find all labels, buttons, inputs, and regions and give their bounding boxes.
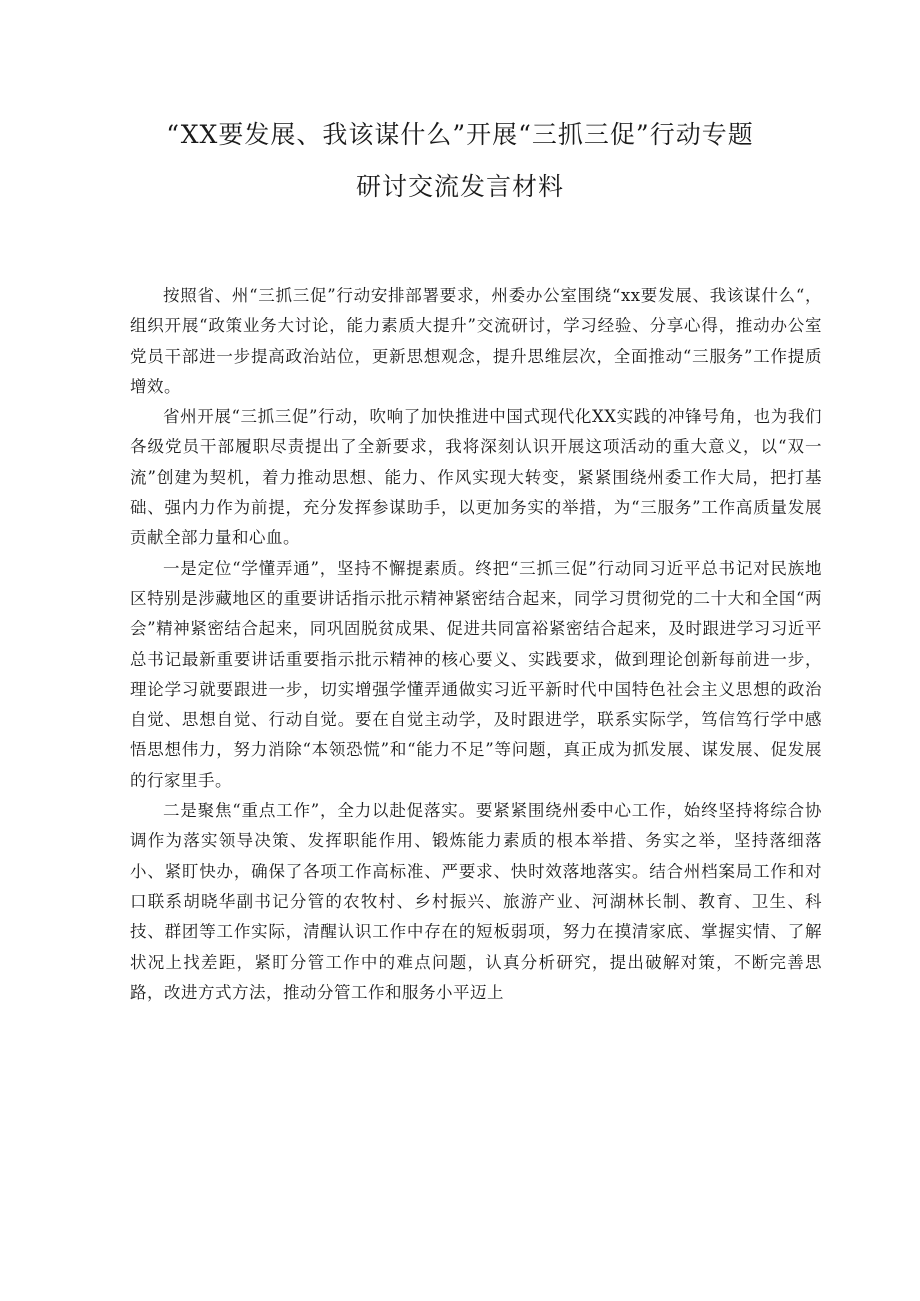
document-body [130, 281, 822, 1008]
paragraph-point-one: 一是定位“学懂弄通”，坚持不懈提素质。终把“三抓三促”行动同习近平总书记对民族地区特别是涉藏地区的重要讲话指示批示精神紧密结合起来，同学习贯彻党的二十大和全国“两会”精神紧密结合起来，同巩固脱贫成果、促进共同富裕紧密结合起来，及时跟进学习习近平总书记最新重要讲话重要指示批示精神的核心要义、实践要求，做到理论创新每前进一步，理论学习就要跟进一步，切实增强学懂弄通做实习近平新时代中国特色社会主义思想的政治自觉、思想自觉、行动自觉。要在自觉主动学，及时跟进学，联系实际学，笃信笃行学中感悟思想伟力，努力消除“本领恐慌”和“能力不足”等问题，真正成为抓发展、谋发展、促发展的行家里手。 [130, 558, 822, 790]
document-title-line-1: “XX要发展、我该谋什么”开展“三抓三促”行动专题 [166, 120, 754, 149]
document-title-line-2: 研讨交流发言材料 [355, 172, 564, 201]
paragraph-significance: 省州开展“三抓三促”行动，吹响了加快推进中国式现代化XX实践的冲锋号角，也为我们各级党员干部履职尽责提出了全新要求，我将深刻认识开展这项活动的重大意义，以“双一流”创建为契机，着力推动思想、能力、作风实现大转变，紧紧围绕州委工作大局，把打基础、强内力作为前提，充分发挥参谋助手，以更加务实的举措，为“三服务”工作高质量发展贡献全部力量和心血。 [130, 407, 822, 548]
paragraph-point-two: 二是聚焦“重点工作”，全力以赴促落实。要紧紧围绕州委中心工作，始终坚持将综合协调作为落实领导决策、发挥职能作用、锻炼能力素质的根本举措、务实之举，坚持落细落小、紧盯快办，确保了各项工作高标准、严要求、快时效落地落实。结合州档案局工作和对口联系胡晓华副书记分管的农牧村、乡村振兴、旅游产业、河湖林长制、教育、卫生、科技、群团等工作实际，清醒认识工作中存在的短板弱项，努力在摸清家底、掌握实情、了解状况上找差距，紧盯分管工作中的难点问题，认真分析研究，提出破解对策，不断完善思路，改进方式方法，推动分管工作和服务小平迈上 [130, 801, 822, 1002]
paragraph-intro: 按照省、州“三抓三促”行动安排部署要求，州委办公室围绕“xx要发展、我该谋什么“，组织开展“政策业务大讨论，能力素质大提升”交流研讨，学习经验、分享心得，推动办公室党员干部进一步提高政治站位，更新思想观念，提升思维层次，全面推动“三服务”工作提质增效。 [130, 286, 822, 396]
